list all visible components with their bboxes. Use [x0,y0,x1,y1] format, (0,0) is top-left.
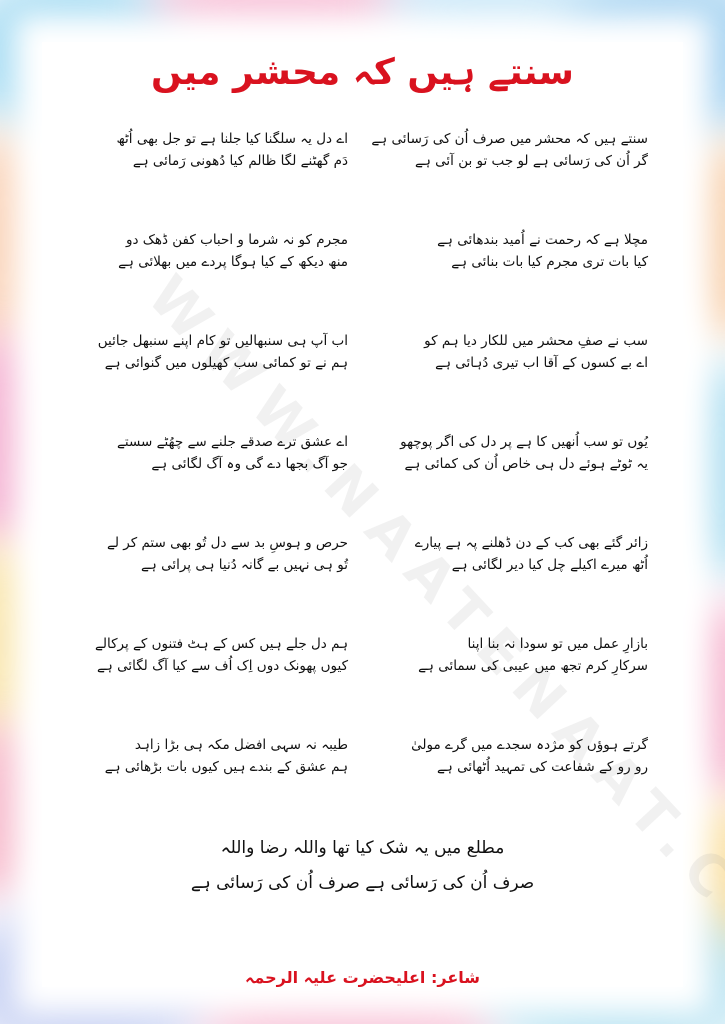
verse-line: کیوں پھونک دوں اِک اُف سے کیا آگ لگائی ہے [96,658,348,674]
couplet [378,229,648,330]
poet-credit: شاعر: اعلیحضرت علیہ الرحمہ [245,968,480,987]
verse-line: تُو ہی نہیں بے گانہ دُنیا ہی پرائی ہے [140,557,348,573]
couplet [378,633,648,734]
couplet [378,431,648,532]
couplet [78,431,348,532]
verse-line: کیا بات تری مجرم کیا بات بنائی ہے [451,254,648,270]
poem-body [78,128,648,818]
verse-line: زائر گئے بھی کب کے دن ڈھلنے پہ ہے پیارے [414,535,648,551]
verse-line: طیبہ نہ سہی افضل مکہ ہی بڑا زاہد [134,737,348,753]
verse-line: اب آپ ہی سنبھالیں تو کام اپنے سنبھل جائیں [97,333,348,349]
couplet [378,330,648,431]
poem-title: سنتے ہیں کہ محشر میں [151,52,574,93]
verse-line: مجرم کو نہ شرما و احباب کفن ڈھک دو [125,232,348,248]
couplet [378,734,648,835]
verse-line: اُٹھ میرے اکیلے چل کیا دیر لگائی ہے [451,557,648,573]
verse-line: گر اُن کی رَسائی ہے لو جب تو بن آئی ہے [415,153,648,169]
verse-line: مچلا ہے کہ رحمت نے اُمید بندھائی ہے [437,232,648,248]
left-column [78,128,348,835]
verse-line: حرص و ہوسِ بد سے دل تُو بھی ستم کر لے [106,535,348,551]
maqta-line-2: صرف اُن کی رَسائی ہے صرف اُن کی رَسائی ہے [190,873,535,893]
verse-line: گرتے ہوؤں کو مژدہ سجدے میں گرے مولیٰ [411,737,648,753]
verse-line: اے بے کسوں کے آقا اب تیری دُہائی ہے [435,355,648,371]
verse-line: سرکارِ کرم تجھ میں عیبی کی سمائی ہے [418,658,648,674]
verse-line: ہم عشق کے بندے ہیں کیوں بات بڑھائی ہے [104,759,348,775]
verse-line: منھ دیکھ کے کیا ہوگا پردے میں بھلائی ہے [118,254,348,270]
couplet [78,532,348,633]
verse-line: یہ ٹوٹے ہوئے دل ہی خاص اُن کی کمائی ہے [404,456,648,472]
maqta-couplet [0,828,725,898]
verse-line: اے دل یہ سلگنا کیا جلنا ہے تو جل بھی اُٹھ [116,131,348,147]
couplet [78,330,348,431]
verse-line: یُوں تو سب اُنھیں کا ہے پر دل کی اگر پوچھو [400,434,648,450]
couplet [78,128,348,229]
verse-line: رو رو کے شفاعت کی تمہید اُٹھائی ہے [436,759,648,775]
couplet [378,532,648,633]
verse-line: سب نے صفِ محشر میں للکار دیا ہم کو [424,333,648,349]
maqta-line-1: مطلع میں یہ شک کیا تھا واللہ رضا واللہ [220,838,505,858]
verse-line: جو آگ بجھا دے گی وہ آگ لگائی ہے [151,456,348,472]
verse-line: اے عشق ترے صدقے جلنے سے چھُٹے سستے [117,434,348,450]
couplet [78,734,348,835]
verse-line: سنتے ہیں کہ محشر میں صرف اُن کی رَسائی ہے [371,131,648,147]
verse-line: دَم گھٹنے لگا ظالم کیا دُھونی رَمائی ہے [132,153,348,169]
couplet [371,128,648,229]
verse-line: بازارِ عمل میں تو سودا نہ بنا اپنا [467,636,648,652]
right-column [371,128,648,835]
couplet [78,633,348,734]
verse-line: ہم دل جلے ہیں کس کے ہٹ فتنوں کے پرکالے [94,636,348,652]
couplet [78,229,348,330]
verse-line: ہم نے تو کمائی سب کھیلوں میں گنوائی ہے [104,355,348,371]
